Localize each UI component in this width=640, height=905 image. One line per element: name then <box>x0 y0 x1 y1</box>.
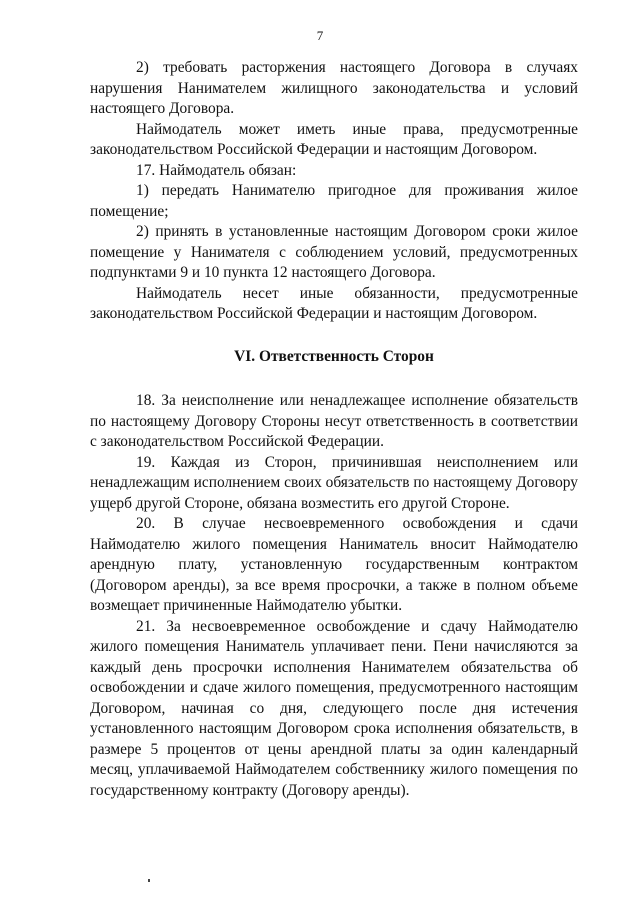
page-number: 7 <box>316 28 324 43</box>
scan-speck <box>148 879 150 882</box>
section-heading: VI. Ответственность Сторон <box>234 347 434 365</box>
paragraph-landlord-other-duties: Наймодатель несет иные обязанности, предусмотренные законодательством Российской Федерации и настоящим Договором. <box>90 284 578 322</box>
paragraph-18-liability: 18. За неисполнение или ненадлежащее исполнение обязательств по настоящему Договору Стороны несут ответственность в соответствии с законодательством Российской Федерации. <box>90 392 578 450</box>
paragraph-21-penalties: 21. За несвоевременное освобождение и сдачу Наймодателю жилого помещения Наниматель уплачивает пени. Пени начисляются за каждый день просрочки исполнения Нанимателем обязательства об освобождении и сдаче жилого помещения, предусмотренного настоящим Договором, начиная со дня, следующего после дня истечения установленного настоящим Договором срока исполнения обязательств, в размере 5 процентов от цены арендной платы за один календарный месяц, уплачиваемой Наймодателем собственнику жилого помещения по государственному контракту (Договору аренды). <box>90 617 578 799</box>
document-body <box>90 58 578 801</box>
paragraph-20-late-vacating: 20. В случае несвоевременного освобождения и сдачи Наймодателю жилого помещения Наниматель вносит Наймодателю арендную плату, установленную государственным контрактом (Договором аренды), за все время просрочки, а также в полном объеме возмещает причиненные Наймодателю убытки. <box>90 515 578 614</box>
paragraph-item-2-termination-right: 2) требовать расторжения настоящего Договора в случаях нарушения Нанимателем жилищного законодательства и условий настоящего Договора. <box>90 59 578 117</box>
paragraph-landlord-other-rights: Наймодатель может иметь иные права, предусмотренные законодательством Российской Федерации и настоящим Договором. <box>90 120 578 158</box>
paragraph-17-landlord-obligations: 17. Наймодатель обязан: <box>136 161 297 179</box>
paragraph-obligation-1-handover: 1) передать Нанимателю пригодное для проживания жилое помещение; <box>90 182 578 220</box>
paragraph-obligation-2-acceptance: 2) принять в установленные настоящим Договором сроки жилое помещение у Нанимателя с соблюдением условий, предусмотренных подпунктами 9 и 10 пункта 12 настоящего Договора. <box>90 223 578 281</box>
paragraph-19-damages: 19. Каждая из Сторон, причинившая неисполнением или ненадлежащим исполнением своих обязательств по настоящему Договору ущерб другой Стороне, обязана возместить его другой Стороне. <box>90 453 578 512</box>
